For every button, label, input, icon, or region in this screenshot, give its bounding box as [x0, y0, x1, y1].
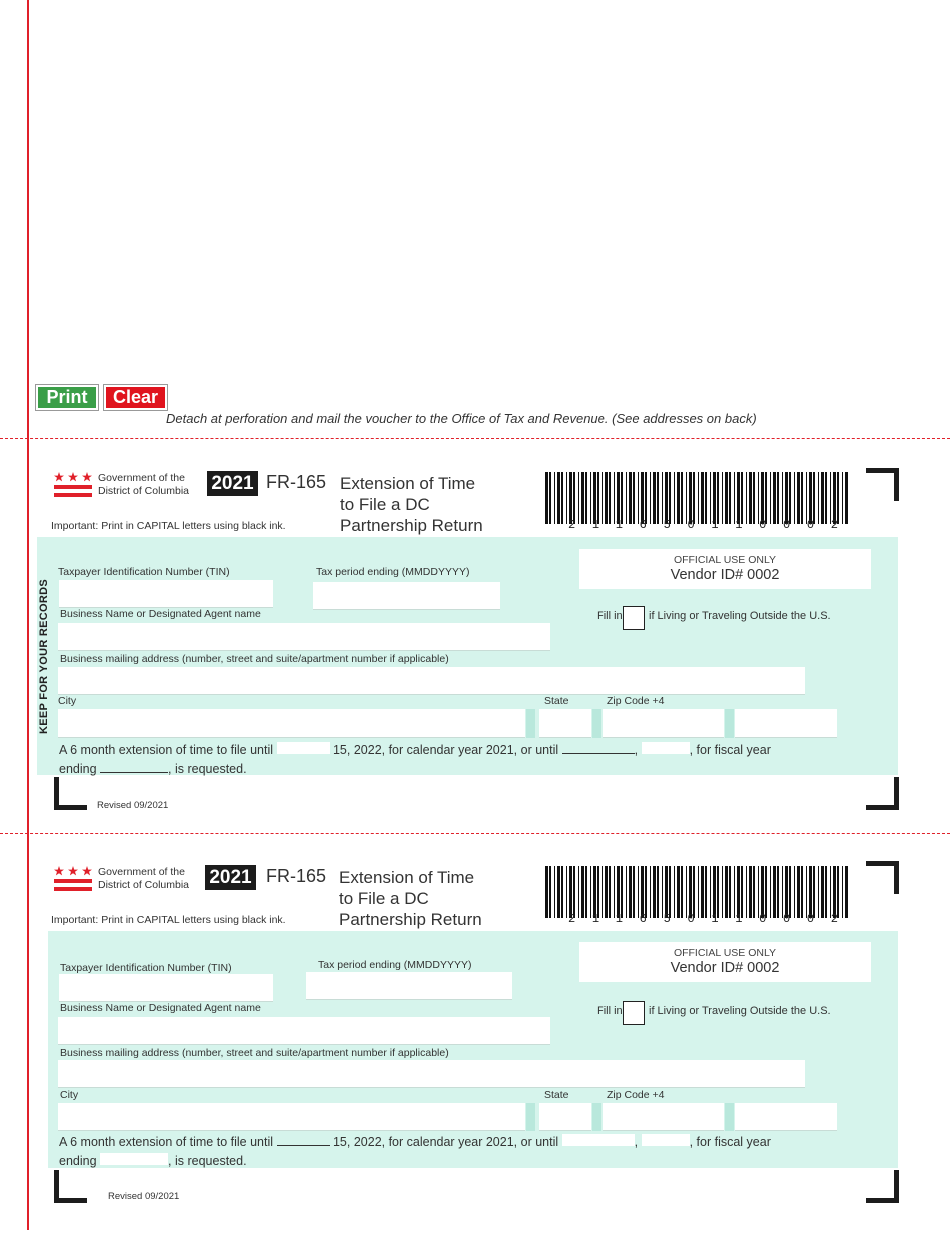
separator: [725, 1103, 734, 1131]
barcode-digit: 0: [783, 518, 791, 532]
fiscal-until-year-field[interactable]: [642, 742, 690, 754]
registration-mark-bottom-right: [866, 1170, 899, 1203]
city-label: City: [58, 695, 77, 707]
government-name: Government of the District of Columbia: [98, 472, 190, 497]
barcode-digit: 1: [591, 518, 600, 532]
barcode-digit: 1: [711, 912, 719, 926]
city-field[interactable]: [58, 709, 525, 738]
tin-label: Taxpayer Identification Number (TIN): [60, 962, 232, 974]
business-name-field[interactable]: [58, 623, 550, 651]
barcode-digit: 6: [639, 912, 647, 926]
registration-mark-bottom-left: [54, 1170, 87, 1203]
barcode-digit: 1: [615, 912, 623, 926]
government-name: Government of the District of Columbia: [98, 866, 190, 891]
extension-sentence-line2: ending , is requested.: [59, 1154, 247, 1168]
extension-sentence: A 6 month extension of time to file until 15, 2022, for calendar year 2021, or until , , for fiscal year: [59, 1135, 771, 1149]
registration-mark-top-right: [866, 861, 899, 894]
revised-date: Revised 09/2021: [108, 1191, 180, 1202]
business-name-label: Business Name or Designated Agent name: [60, 1002, 261, 1014]
state-field[interactable]: [539, 1103, 591, 1131]
registration-mark-bottom-left: [54, 777, 87, 810]
dc-flag-icon: [54, 866, 94, 892]
barcode-digit: 0: [687, 518, 695, 532]
registration-mark-bottom-right: [866, 777, 899, 810]
barcode-digit: 0: [806, 912, 815, 926]
tin-field[interactable]: [59, 580, 273, 608]
fiscal-until-field[interactable]: [562, 1134, 635, 1146]
extension-sentence-line2: ending , is requested.: [59, 762, 247, 776]
form-title: Extension of Time to File a DC Partnership Return: [339, 868, 482, 929]
address-field[interactable]: [58, 1060, 805, 1088]
barcode-digit: 1: [735, 518, 743, 532]
tax-period-label: Tax period ending (MMDDYYYY): [318, 959, 472, 971]
important-note: Important: Print in CAPITAL letters using black ink.: [51, 520, 286, 532]
barcode-digit: 2: [568, 912, 576, 926]
zip-plus4-field[interactable]: [735, 709, 837, 738]
barcode-digit: 2: [830, 518, 838, 532]
separator: [592, 709, 601, 738]
outside-us-checkbox[interactable]: [623, 1001, 645, 1025]
clear-button[interactable]: Clear: [104, 385, 167, 410]
separator: [526, 1103, 535, 1131]
tax-period-field[interactable]: [306, 972, 512, 1000]
dc-flag-icon: [54, 472, 94, 498]
address-label: Business mailing address (number, street and suite/apartment number if applicable): [60, 653, 449, 665]
barcode-digit: 0: [783, 912, 791, 926]
fiscal-until-field[interactable]: [562, 741, 635, 754]
registration-mark-top-right: [866, 468, 899, 501]
fill-in-label: Fill in: [597, 1005, 623, 1017]
keep-for-records-label: KEEP FOR YOUR RECORDS: [38, 578, 50, 734]
zip-plus4-field[interactable]: [735, 1103, 837, 1131]
barcode-digits: [568, 518, 838, 532]
voucher-mail-copy: [0, 858, 950, 1238]
zip-field[interactable]: [603, 1103, 724, 1131]
barcode-digit: 0: [759, 912, 767, 926]
address-label: Business mailing address (number, street and suite/apartment number if applicable): [60, 1047, 449, 1059]
barcode-digit: 5: [663, 518, 671, 532]
barcode-digit: 1: [735, 912, 743, 926]
extension-month-field[interactable]: [277, 1133, 330, 1146]
barcode-digit: 6: [639, 518, 647, 532]
outside-us-checkbox[interactable]: [623, 606, 645, 630]
barcode-digits: [568, 912, 838, 926]
state-label: State: [544, 1089, 569, 1101]
zip-label: Zip Code +4: [607, 695, 665, 707]
vendor-id: Vendor ID# 0002: [670, 960, 780, 976]
barcode-digit: 0: [759, 518, 767, 532]
detach-instruction: Detach at perforation and mail the voucher to the Office of Tax and Revenue. (See addresses on back): [166, 411, 757, 426]
form-number: FR-165: [266, 472, 327, 492]
tin-field[interactable]: [59, 974, 273, 1002]
separator: [526, 709, 535, 738]
form-year: 2021: [205, 865, 256, 890]
form-number: FR-165: [266, 866, 327, 886]
tax-period-field[interactable]: [313, 582, 500, 610]
barcode-digit: 2: [830, 912, 838, 926]
tax-period-label: Tax period ending (MMDDYYYY): [316, 566, 470, 578]
outside-us-label: if Living or Traveling Outside the U.S.: [649, 1005, 831, 1017]
state-label: State: [544, 695, 569, 707]
official-use-box: OFFICIAL USE ONLY Vendor ID# 0002: [579, 942, 871, 982]
outside-us-label: if Living or Traveling Outside the U.S.: [649, 610, 831, 622]
extension-sentence: A 6 month extension of time to file until 15, 2022, for calendar year 2021, or until , , for fiscal year: [59, 743, 771, 757]
perforation-line-top: [0, 438, 950, 439]
separator: [725, 709, 734, 738]
extension-month-field[interactable]: [277, 742, 330, 754]
separator: [592, 1103, 601, 1131]
business-name-label: Business Name or Designated Agent name: [60, 608, 261, 620]
zip-field[interactable]: [603, 709, 724, 738]
barcode-digit: 1: [591, 912, 600, 926]
fiscal-ending-field[interactable]: [100, 1153, 168, 1165]
tin-label: Taxpayer Identification Number (TIN): [58, 566, 230, 578]
barcode-digit: 1: [615, 518, 623, 532]
form-year: 2021: [207, 471, 258, 496]
city-field[interactable]: [58, 1103, 525, 1131]
voucher-record-copy: [0, 464, 950, 844]
business-name-field[interactable]: [58, 1017, 550, 1045]
fiscal-until-year-field[interactable]: [642, 1134, 690, 1146]
form-title: Extension of Time to File a DC Partnership Return: [340, 474, 483, 535]
revised-date: Revised 09/2021: [97, 800, 169, 811]
fiscal-ending-field[interactable]: [100, 760, 168, 773]
state-field[interactable]: [539, 709, 591, 738]
city-label: City: [60, 1089, 79, 1101]
official-use-box: OFFICIAL USE ONLY Vendor ID# 0002: [579, 549, 871, 589]
fill-in-label: Fill in: [597, 610, 623, 622]
important-note: Important: Print in CAPITAL letters using black ink.: [51, 914, 286, 926]
zip-label: Zip Code +4: [607, 1089, 665, 1101]
barcode-digit: 0: [687, 912, 695, 926]
vendor-id: Vendor ID# 0002: [670, 567, 780, 583]
barcode-digit: 2: [568, 518, 576, 532]
barcode-digit: 1: [711, 518, 719, 532]
print-button[interactable]: Print: [36, 385, 98, 410]
barcode-digit: 5: [663, 912, 671, 926]
barcode-digit: 0: [806, 518, 815, 532]
address-field[interactable]: [58, 667, 805, 695]
